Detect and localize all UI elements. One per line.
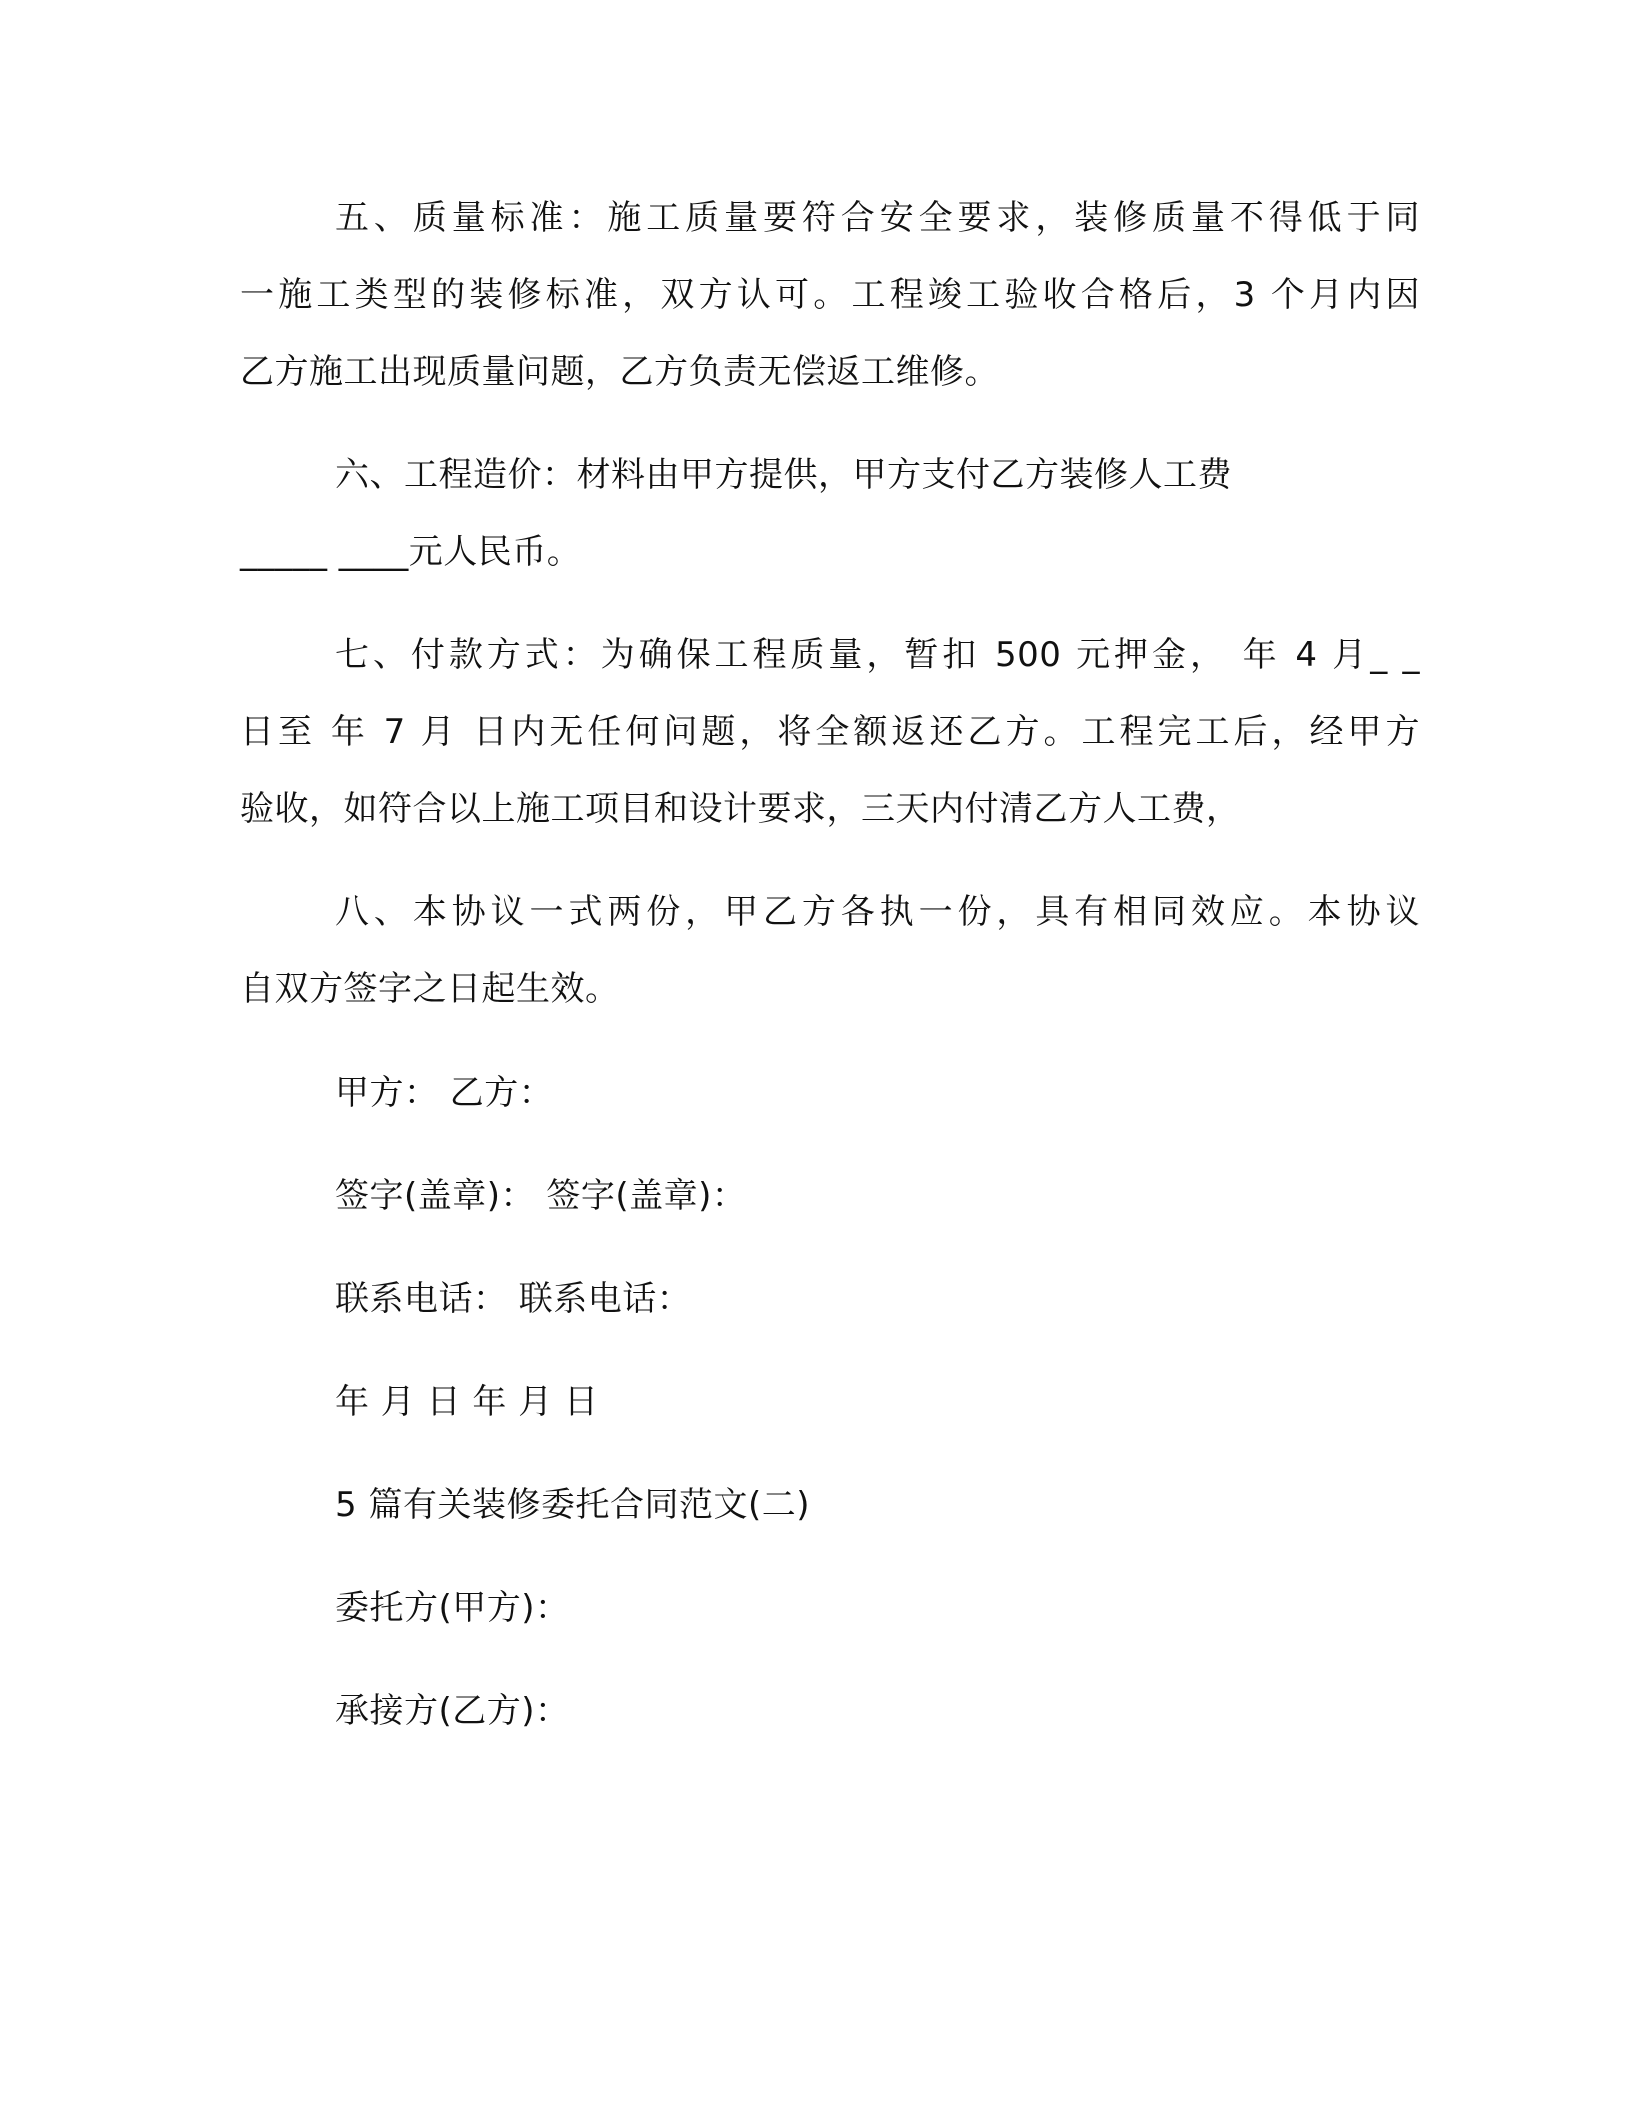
signature-lines: 签字(盖章)： 签字(盖章)： [335,1176,747,1216]
date-lines: 年 月 日 年 月 日 [335,1382,599,1422]
clause-8-line-1: 八、本协议一式两份，甲乙方各执一份，具有相同效应。本协议 [335,892,1420,932]
phone-lines: 联系电话： 联系电话： [335,1279,692,1319]
client-party-line: 委托方(甲方)： [335,1588,570,1628]
section-heading: 5 篇有关装修委托合同范文(二) [335,1485,810,1525]
clause-7-line-3: 验收，如符合以上施工项目和设计要求，三天内付清乙方人工费， [240,789,1241,829]
party-names: 甲方： 乙方： [335,1073,554,1113]
clause-6-line-1: 六、工程造价：材料由甲方提供，甲方支付乙方装修人工费 [335,455,1232,495]
clause-5-line-2: 一施工类型的装修标准，双方认可。工程竣工验收合格后，3 个月内因 [240,275,1420,315]
clause-5-line-1: 五、质量标准：施工质量要符合安全要求，装修质量不得低于同 [335,198,1420,238]
clause-5-line-3: 乙方施工出现质量问题，乙方负责无偿返工维修。 [240,352,999,392]
contractor-party-line: 承接方(乙方)： [335,1691,570,1731]
clause-7-line-1: 七、付款方式：为确保工程质量，暂扣 500 元押金， 年 4 月_ _ [335,635,1420,675]
clause-7-line-2: 日至 年 7 月 日内无任何问题，将全额返还乙方。工程完工后，经甲方 [240,712,1420,752]
clause-8-line-2: 自双方签字之日起生效。 [240,969,620,1009]
clause-6-line-2: _____ ____元人民币。 [240,532,582,572]
